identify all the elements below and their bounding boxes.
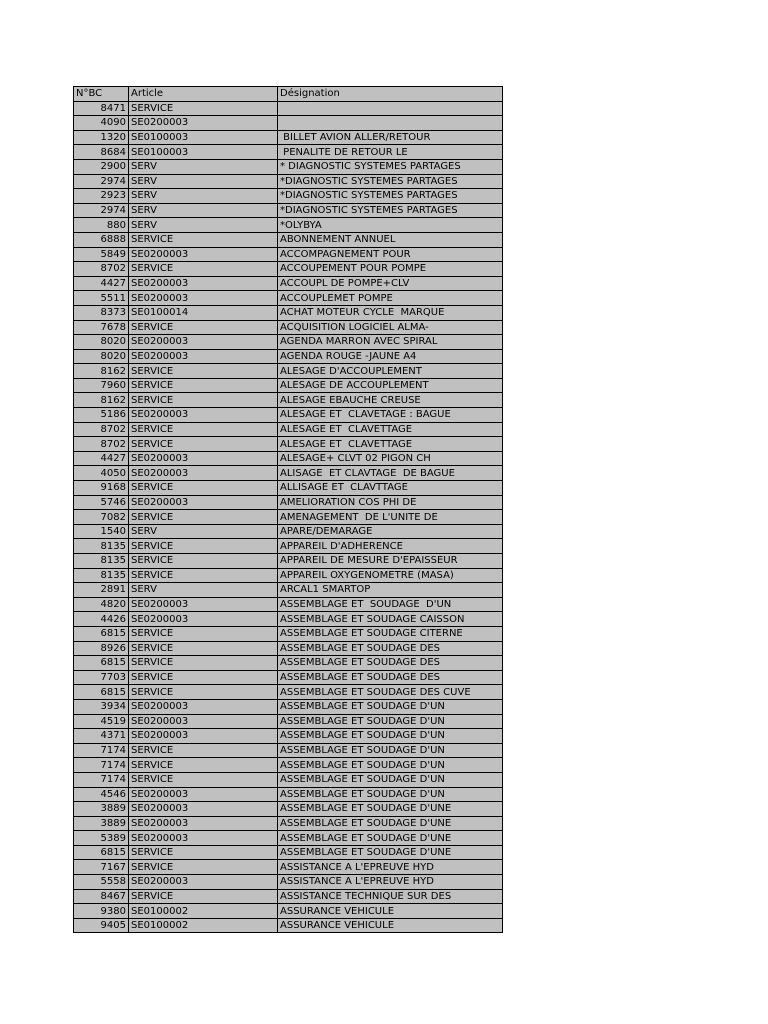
cell-article[interactable]: SE0200003 — [129, 612, 278, 627]
cell-nbc[interactable]: 4090 — [74, 116, 129, 131]
cell-nbc[interactable]: 8702 — [74, 262, 129, 277]
cell-designation[interactable]: APPAREIL D'ADHERENCE — [278, 539, 503, 554]
table-row — [74, 889, 503, 904]
cell-article[interactable]: SERVICE — [129, 510, 278, 525]
cell-article[interactable]: SERVICE — [129, 685, 278, 700]
table-row — [74, 685, 503, 700]
table-row — [74, 729, 503, 744]
cell-designation[interactable]: ACQUISITION LOGICIEL ALMA- — [278, 320, 503, 335]
cell-article[interactable]: SE0200003 — [129, 116, 278, 131]
table-row — [74, 510, 503, 525]
table-row — [74, 495, 503, 510]
cell-nbc[interactable]: 7174 — [74, 743, 129, 758]
cell-nbc[interactable]: 4427 — [74, 451, 129, 466]
cell-article[interactable]: SERVICE — [129, 860, 278, 875]
table-row — [74, 597, 503, 612]
table-row — [74, 408, 503, 423]
cell-article[interactable]: SE0200003 — [129, 699, 278, 714]
table-row — [74, 101, 503, 116]
header-nbc[interactable]: N°BC — [74, 87, 129, 102]
cell-designation[interactable]: ASSEMBLAGE ET SOUDAGE D'UNE — [278, 816, 503, 831]
cell-article[interactable]: SE0100002 — [129, 904, 278, 919]
cell-designation[interactable]: *DIAGNOSTIC SYSTEMES PARTAGES — [278, 203, 503, 218]
table-row — [74, 145, 503, 160]
table-row — [74, 247, 503, 262]
cell-article[interactable]: SERV — [129, 524, 278, 539]
cell-article[interactable]: SE0200003 — [129, 714, 278, 729]
cell-designation[interactable]: APARE/DEMARAGE — [278, 524, 503, 539]
cell-article[interactable]: SE0200003 — [129, 816, 278, 831]
cell-article[interactable]: SERVICE — [129, 262, 278, 277]
cell-article[interactable]: SE0200003 — [129, 408, 278, 423]
table-row — [74, 758, 503, 773]
cell-article[interactable]: SE0200003 — [129, 831, 278, 846]
cell-nbc[interactable]: 2974 — [74, 203, 129, 218]
cell-designation[interactable]: ASSISTANCE A L'EPREUVE HYD — [278, 860, 503, 875]
cell-article[interactable]: SERV — [129, 189, 278, 204]
cell-nbc[interactable]: 8020 — [74, 335, 129, 350]
cell-designation[interactable]: ALLISAGE ET CLAVTTAGE — [278, 481, 503, 496]
cell-designation[interactable]: ASSEMBLAGE ET SOUDAGE D'UNE — [278, 831, 503, 846]
table-row — [74, 466, 503, 481]
cell-designation[interactable]: APPAREIL OXYGENOMETRE (MASA) — [278, 568, 503, 583]
cell-nbc[interactable]: 4427 — [74, 276, 129, 291]
cell-designation[interactable]: AGENDA ROUGE -JAUNE A4 — [278, 349, 503, 364]
cell-nbc[interactable]: 8373 — [74, 305, 129, 320]
cell-nbc[interactable]: 8135 — [74, 539, 129, 554]
cell-article[interactable]: SE0200003 — [129, 466, 278, 481]
cell-nbc[interactable]: 8926 — [74, 641, 129, 656]
cell-designation[interactable]: ASSEMBLAGE ET SOUDAGE DES CUVE — [278, 685, 503, 700]
cell-designation[interactable]: ASSEMBLAGE ET SOUDAGE D'UN — [278, 772, 503, 787]
cell-designation[interactable]: AMELIORATION COS PHI DE — [278, 495, 503, 510]
cell-article[interactable]: SERVICE — [129, 378, 278, 393]
cell-designation[interactable]: ALESAGE EBAUCHE CREUSE — [278, 393, 503, 408]
cell-nbc[interactable]: 8702 — [74, 422, 129, 437]
cell-designation[interactable]: ASSEMBLAGE ET SOUDAGE DES — [278, 656, 503, 671]
cell-designation[interactable]: ALISAGE ET CLAVTAGE DE BAGUE — [278, 466, 503, 481]
table-row — [74, 714, 503, 729]
table-row — [74, 699, 503, 714]
cell-designation[interactable] — [278, 101, 503, 116]
table-row — [74, 349, 503, 364]
cell-designation[interactable]: ASSEMBLAGE ET SOUDAGE D'UN — [278, 597, 503, 612]
cell-article[interactable]: SERVICE — [129, 232, 278, 247]
table-row — [74, 335, 503, 350]
cell-article[interactable]: SERVICE — [129, 772, 278, 787]
cell-designation[interactable]: ASSURANCE VEHICULE — [278, 918, 503, 933]
cell-article[interactable]: SE0200003 — [129, 247, 278, 262]
cell-designation[interactable]: ASSEMBLAGE ET SOUDAGE D'UNE — [278, 845, 503, 860]
cell-designation[interactable]: ASSISTANCE A L'EPREUVE HYD — [278, 875, 503, 890]
cell-designation[interactable]: ASSEMBLAGE ET SOUDAGE CAISSON — [278, 612, 503, 627]
table-row — [74, 772, 503, 787]
cell-designation[interactable]: ASSEMBLAGE ET SOUDAGE CITERNE — [278, 626, 503, 641]
table-row — [74, 568, 503, 583]
cell-article[interactable]: SERVICE — [129, 758, 278, 773]
cell-designation[interactable]: *DIAGNOSTIC SYSTEMES PARTAGES — [278, 189, 503, 204]
cell-nbc[interactable]: 5849 — [74, 247, 129, 262]
cell-nbc[interactable]: 6888 — [74, 232, 129, 247]
header-designation[interactable]: Désignation — [278, 87, 503, 102]
cell-designation[interactable]: ASSEMBLAGE ET SOUDAGE D'UN — [278, 714, 503, 729]
cell-designation[interactable]: ASSEMBLAGE ET SOUDAGE D'UN — [278, 787, 503, 802]
cell-designation[interactable]: AMENAGEMENT DE L'UNITE DE — [278, 510, 503, 525]
cell-designation[interactable]: ASSURANCE VEHICULE — [278, 904, 503, 919]
cell-designation[interactable]: ASSISTANCE TECHNIQUE SUR DES — [278, 889, 503, 904]
table-row — [74, 612, 503, 627]
cell-designation[interactable]: ACCOMPAGNEMENT POUR — [278, 247, 503, 262]
cell-designation[interactable]: ALESAGE ET CLAVETTAGE — [278, 437, 503, 452]
cell-article[interactable]: SERVICE — [129, 481, 278, 496]
cell-designation[interactable]: APPAREIL DE MESURE D'EPAISSEUR — [278, 554, 503, 569]
cell-nbc[interactable]: 3889 — [74, 816, 129, 831]
cell-designation[interactable]: AGENDA MARRON AVEC SPIRAL — [278, 335, 503, 350]
cell-nbc[interactable]: 7174 — [74, 758, 129, 773]
cell-nbc[interactable]: 3934 — [74, 699, 129, 714]
table-row — [74, 189, 503, 204]
cell-nbc[interactable]: 9168 — [74, 481, 129, 496]
cell-article[interactable]: SE0200003 — [129, 597, 278, 612]
cell-nbc[interactable]: 4426 — [74, 612, 129, 627]
table-row — [74, 802, 503, 817]
header-article[interactable]: Article — [129, 87, 278, 102]
table-row — [74, 554, 503, 569]
table-row — [74, 116, 503, 131]
table-row — [74, 130, 503, 145]
cell-nbc[interactable]: 7678 — [74, 320, 129, 335]
table-row — [74, 305, 503, 320]
cell-nbc[interactable]: 8471 — [74, 101, 129, 116]
cell-article[interactable]: SE0100002 — [129, 918, 278, 933]
cell-nbc[interactable]: 1540 — [74, 524, 129, 539]
cell-nbc[interactable]: 1320 — [74, 130, 129, 145]
table-row — [74, 743, 503, 758]
table-row — [74, 422, 503, 437]
cell-nbc[interactable]: 2900 — [74, 159, 129, 174]
cell-article[interactable]: SE0200003 — [129, 787, 278, 802]
table-row — [74, 539, 503, 554]
cell-article[interactable]: SERVICE — [129, 320, 278, 335]
cell-designation[interactable]: ALESAGE ET CLAVETAGE : BAGUE — [278, 408, 503, 423]
table-row — [74, 875, 503, 890]
cell-designation[interactable]: ALESAGE DE ACCOUPLEMENT — [278, 378, 503, 393]
table-row — [74, 262, 503, 277]
cell-designation[interactable]: ACCOUPEMENT POUR POMPE — [278, 262, 503, 277]
table-row — [74, 437, 503, 452]
cell-designation[interactable]: ASSEMBLAGE ET SOUDAGE DES — [278, 670, 503, 685]
cell-nbc[interactable]: 8162 — [74, 364, 129, 379]
cell-designation[interactable]: ALESAGE+ CLVT 02 PIGON CH — [278, 451, 503, 466]
cell-nbc[interactable]: 8702 — [74, 437, 129, 452]
cell-designation[interactable]: ACHAT MOTEUR CYCLE MARQUE — [278, 305, 503, 320]
cell-nbc[interactable]: 5186 — [74, 408, 129, 423]
cell-article[interactable]: SERV — [129, 203, 278, 218]
cell-article[interactable]: SE0200003 — [129, 495, 278, 510]
cell-article[interactable]: SERVICE — [129, 437, 278, 452]
cell-article[interactable]: SE0200003 — [129, 875, 278, 890]
table-row — [74, 831, 503, 846]
cell-article[interactable]: SERVICE — [129, 568, 278, 583]
cell-designation[interactable]: ABONNEMENT ANNUEL — [278, 232, 503, 247]
table-row — [74, 524, 503, 539]
cell-designation[interactable]: ASSEMBLAGE ET SOUDAGE D'UN — [278, 729, 503, 744]
cell-article[interactable]: SERVICE — [129, 422, 278, 437]
cell-article[interactable]: SERV — [129, 159, 278, 174]
cell-nbc[interactable]: 5558 — [74, 875, 129, 890]
cell-nbc[interactable]: 6815 — [74, 656, 129, 671]
table-row — [74, 845, 503, 860]
cell-article[interactable]: SERVICE — [129, 539, 278, 554]
cell-nbc[interactable]: 7082 — [74, 510, 129, 525]
cell-article[interactable]: SE0200003 — [129, 729, 278, 744]
cell-nbc[interactable]: 7167 — [74, 860, 129, 875]
cell-nbc[interactable]: 9405 — [74, 918, 129, 933]
cell-nbc[interactable]: 2891 — [74, 583, 129, 598]
table-row — [74, 218, 503, 233]
cell-article[interactable]: SERVICE — [129, 889, 278, 904]
table-row — [74, 670, 503, 685]
table-row — [74, 656, 503, 671]
cell-article[interactable]: SE0100014 — [129, 305, 278, 320]
cell-designation[interactable] — [278, 116, 503, 131]
cell-designation[interactable]: ACCOUPL DE POMPE+CLV — [278, 276, 503, 291]
cell-nbc[interactable]: 6815 — [74, 845, 129, 860]
cell-designation[interactable]: ASSEMBLAGE ET SOUDAGE D'UNE — [278, 802, 503, 817]
cell-designation[interactable]: ASSEMBLAGE ET SOUDAGE DES — [278, 641, 503, 656]
cell-designation[interactable]: *OLYBYA — [278, 218, 503, 233]
cell-nbc[interactable]: 8467 — [74, 889, 129, 904]
table-row — [74, 904, 503, 919]
table-row — [74, 232, 503, 247]
cell-designation[interactable]: ASSEMBLAGE ET SOUDAGE D'UN — [278, 758, 503, 773]
cell-article[interactable]: SERVICE — [129, 641, 278, 656]
cell-article[interactable]: SE0200003 — [129, 349, 278, 364]
cell-nbc[interactable]: 9380 — [74, 904, 129, 919]
table-row — [74, 320, 503, 335]
cell-article[interactable]: SE0100003 — [129, 130, 278, 145]
cell-article[interactable]: SE0200003 — [129, 291, 278, 306]
table-row — [74, 451, 503, 466]
table-row — [74, 787, 503, 802]
cell-designation[interactable]: ARCAL1 SMARTOP — [278, 583, 503, 598]
table-row — [74, 291, 503, 306]
cell-nbc[interactable]: 5511 — [74, 291, 129, 306]
table-row — [74, 583, 503, 598]
cell-nbc[interactable]: 7174 — [74, 772, 129, 787]
table-row — [74, 816, 503, 831]
cell-nbc[interactable]: 4050 — [74, 466, 129, 481]
cell-nbc[interactable]: 2923 — [74, 189, 129, 204]
header-row — [74, 87, 503, 102]
cell-nbc[interactable]: 8135 — [74, 568, 129, 583]
cell-article[interactable]: SERVICE — [129, 670, 278, 685]
cell-designation[interactable]: ALESAGE D'ACCOUPLEMENT — [278, 364, 503, 379]
cell-nbc[interactable]: 4820 — [74, 597, 129, 612]
cell-article[interactable]: SERVICE — [129, 101, 278, 116]
table-row — [74, 378, 503, 393]
cell-article[interactable]: SERV — [129, 218, 278, 233]
cell-nbc[interactable]: 4546 — [74, 787, 129, 802]
cell-designation[interactable]: ASSEMBLAGE ET SOUDAGE D'UN — [278, 699, 503, 714]
cell-article[interactable]: SERVICE — [129, 554, 278, 569]
cell-nbc[interactable]: 5746 — [74, 495, 129, 510]
cell-nbc[interactable]: 6815 — [74, 626, 129, 641]
cell-nbc[interactable]: 3889 — [74, 802, 129, 817]
table-row — [74, 364, 503, 379]
cell-designation[interactable]: PENALITE DE RETOUR LE — [278, 145, 503, 160]
table-row — [74, 626, 503, 641]
cell-article[interactable]: SE0200003 — [129, 335, 278, 350]
cell-designation[interactable]: *DIAGNOSTIC SYSTEMES PARTAGES — [278, 174, 503, 189]
table-row — [74, 860, 503, 875]
cell-nbc[interactable]: 4519 — [74, 714, 129, 729]
cell-nbc[interactable]: 5389 — [74, 831, 129, 846]
cell-nbc[interactable]: 6815 — [74, 685, 129, 700]
cell-article[interactable]: SERVICE — [129, 845, 278, 860]
spreadsheet-table — [73, 86, 503, 933]
cell-nbc[interactable]: 8684 — [74, 145, 129, 160]
cell-article[interactable]: SERV — [129, 174, 278, 189]
cell-designation[interactable]: ALESAGE ET CLAVETTAGE — [278, 422, 503, 437]
cell-designation[interactable]: BILLET AVION ALLER/RETOUR — [278, 130, 503, 145]
cell-article[interactable]: SE0200003 — [129, 276, 278, 291]
table-body — [74, 101, 503, 933]
table-row — [74, 159, 503, 174]
cell-article[interactable]: SERVICE — [129, 626, 278, 641]
cell-designation[interactable]: ASSEMBLAGE ET SOUDAGE D'UN — [278, 743, 503, 758]
cell-nbc[interactable]: 2974 — [74, 174, 129, 189]
table-row — [74, 393, 503, 408]
cell-nbc[interactable]: 7703 — [74, 670, 129, 685]
cell-article[interactable]: SERV — [129, 583, 278, 598]
cell-article[interactable]: SERVICE — [129, 743, 278, 758]
cell-article[interactable]: SE0200003 — [129, 802, 278, 817]
cell-designation[interactable]: * DIAGNOSTIC SYSTEMES PARTAGES — [278, 159, 503, 174]
table-row — [74, 918, 503, 933]
cell-nbc[interactable]: 880 — [74, 218, 129, 233]
cell-nbc[interactable]: 8020 — [74, 349, 129, 364]
cell-nbc[interactable]: 8162 — [74, 393, 129, 408]
table-row — [74, 174, 503, 189]
cell-nbc[interactable]: 4371 — [74, 729, 129, 744]
cell-nbc[interactable]: 7960 — [74, 378, 129, 393]
table-row — [74, 481, 503, 496]
cell-article[interactable]: SERVICE — [129, 656, 278, 671]
cell-article[interactable]: SERVICE — [129, 393, 278, 408]
cell-article[interactable]: SERVICE — [129, 364, 278, 379]
cell-article[interactable]: SE0200003 — [129, 451, 278, 466]
cell-designation[interactable]: ACCOUPLEMET POMPE — [278, 291, 503, 306]
table-row — [74, 641, 503, 656]
table-row — [74, 203, 503, 218]
table-row — [74, 276, 503, 291]
cell-article[interactable]: SE0100003 — [129, 145, 278, 160]
cell-nbc[interactable]: 8135 — [74, 554, 129, 569]
